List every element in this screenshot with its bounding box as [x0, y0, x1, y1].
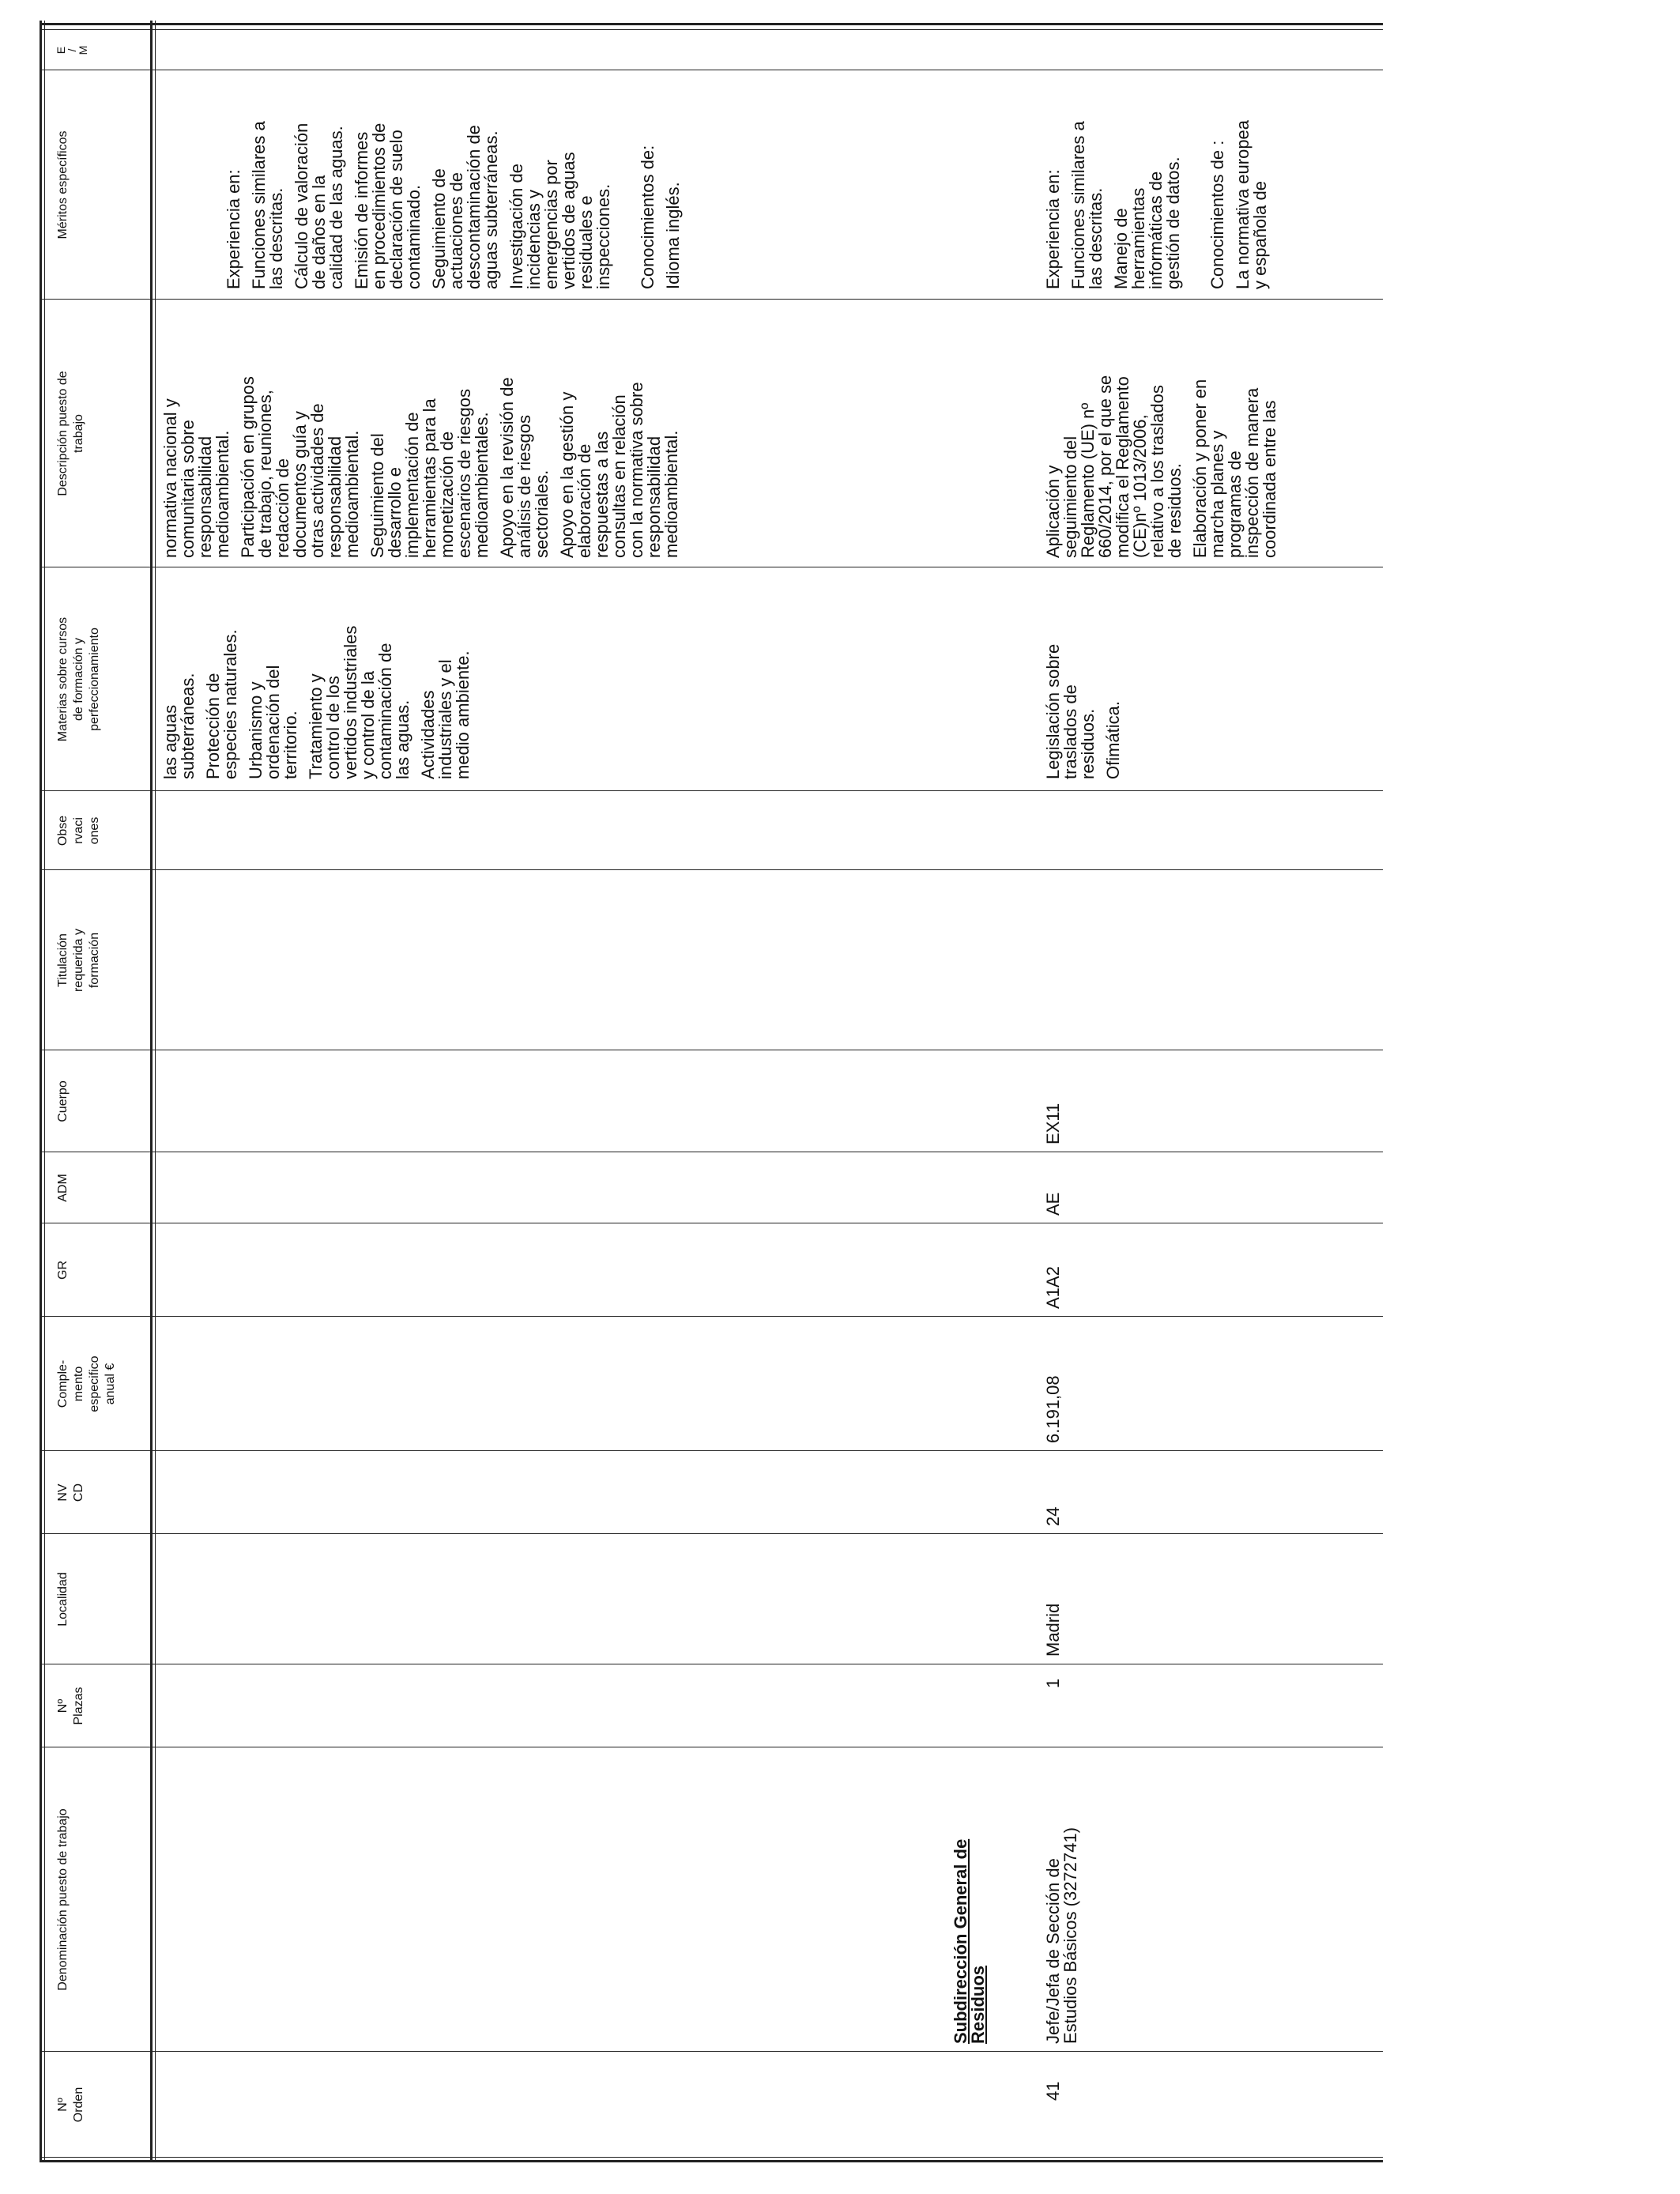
descripcion-item: Elaboración y poner en marcha planes y programas de inspección de manera coordinada entre las — [1190, 379, 1279, 558]
meritos-item: La normativa europea y española de — [1233, 119, 1270, 289]
materias-item: Legislación sobre traslados de residuos. — [1043, 643, 1098, 779]
table-top-border-inner — [44, 21, 45, 2162]
descripcion-item: normativa nacional y comunitaria sobre responsabilidad medioambiental. — [160, 398, 232, 558]
materias-item: las aguas subterráneas. — [160, 673, 198, 779]
header-materias: Materias sobre cursos de formación y perfeccionamiento — [56, 616, 101, 742]
row41-nivel: 24 — [1043, 1506, 1063, 1526]
materias-item: Urbanismo y ordenación del territorio. — [246, 665, 300, 779]
meritos-heading: Conocimientos de: — [638, 145, 657, 289]
meritos-item: Funciones similares a las descritas. — [249, 121, 286, 289]
meritos-heading: Experiencia en: — [1043, 169, 1063, 289]
header-adm: ADM — [56, 1174, 70, 1202]
col-sep-10 — [40, 869, 1383, 870]
header-localidad: Localidad — [56, 1572, 70, 1627]
meritos-item: Investigación de incidencias y emergencias por vertidos de aguas residuales e inspecciones. — [507, 152, 613, 289]
table-top-border — [40, 21, 42, 2162]
header-complemento: Comple- mento especifico anual € — [56, 1355, 117, 1412]
row41-meritos — [1045, 120, 1277, 289]
header-em: E / M — [55, 45, 89, 55]
table-left-border-inner — [40, 2157, 1383, 2158]
row41-adm: AE — [1043, 1192, 1063, 1216]
col-sep-4 — [40, 1533, 1383, 1534]
descripcion-item: Apoyo en la revisión de análisis de riesgos sectoriales. — [497, 377, 552, 558]
row41-cuerpo: EX11 — [1043, 1103, 1063, 1144]
table-right-border-inner — [40, 29, 1383, 30]
table-right-border — [40, 23, 1383, 25]
row41-descripcion — [1045, 375, 1286, 558]
col-sep-13 — [40, 299, 1383, 300]
header-cuerpo: Cuerpo — [56, 1080, 70, 1122]
continuation-meritos — [225, 121, 690, 289]
meritos-heading: Conocimientos de : — [1207, 140, 1227, 289]
row41-localidad: Madrid — [1043, 1603, 1063, 1657]
descripcion-item: Participación en grupos de trabajo, reuniones, redacción de documentos guía y otras actividades de responsabilidad medioambiental. — [238, 376, 362, 558]
header-nivel: NV CD — [56, 1483, 85, 1502]
header-meritos: Méritos específicos — [56, 130, 70, 239]
materias-item: Actividades industriales y el medio ambiente. — [418, 650, 473, 779]
col-sep-11 — [40, 790, 1383, 791]
col-sep-1 — [40, 2051, 1383, 2052]
meritos-item: Seguimiento de actuaciones de descontaminación de aguas subterráneas. — [429, 125, 501, 289]
descripcion-item: Apoyo en la gestión y elaboración de respuestas a las consultas en relación con la normativa sobre responsabilidad medioambiental. — [557, 382, 681, 558]
meritos-item: Idioma inglés. — [663, 182, 683, 289]
continuation-descripcion — [162, 376, 688, 558]
row41-plazas: 1 — [1043, 1678, 1063, 1688]
row41-grupo: A1A2 — [1043, 1266, 1063, 1309]
row41-complemento: 6.191,08 — [1043, 1375, 1063, 1443]
row41-materias — [1045, 644, 1130, 779]
header-descripcion: Descripción puesto de trabajo — [56, 371, 85, 496]
materias-item: Tratamiento y control de los vertidos industriales y control de la contaminación de las aguas. — [306, 625, 412, 779]
row41-orden: 41 — [1043, 2081, 1063, 2101]
descripcion-item: Aplicación y seguimiento del Reglamento (UE) nº 660/2014, por el que se modifica el Reglamento (CE)nº 1013/2006, relativo a los traslados de residuos. — [1043, 375, 1185, 558]
continuation-materias — [162, 626, 480, 779]
col-sep-6 — [40, 1316, 1383, 1317]
header-observaciones: Obse rvaci ones — [56, 815, 101, 846]
header-titulacion: Titulación requerida y formación — [56, 928, 101, 993]
meritos-item: Cálculo de valoración de daños en la calidad de las aguas. — [292, 123, 346, 289]
header-grupo: GR — [56, 1261, 70, 1280]
meritos-item: Manejo de herramientas informáticas de gestión de datos. — [1111, 156, 1183, 289]
materias-item: Ofimática. — [1103, 700, 1123, 779]
meritos-item: Emisión de informes en procedimientos de declaración de suelo contaminado. — [352, 123, 424, 289]
header-plazas: Nº Plazas — [56, 1687, 85, 1725]
section-title: Subdirección General de Residuos — [951, 1838, 988, 2044]
col-sep-5 — [40, 1450, 1383, 1451]
descripcion-item: Seguimiento del desarrollo e implementación de herramientas para la monetización de escenarios de riesgos medioambientales. — [367, 388, 492, 558]
table-left-border — [40, 2160, 1383, 2162]
header-denominacion: Denominación puesto de trabajo — [56, 1808, 70, 1991]
row41-denominacion: Jefe/Jefa de Sección de Estudios Básicos (3272741) — [1043, 1827, 1080, 2044]
header-orden: Nº Orden — [56, 2087, 85, 2123]
meritos-item: Funciones similares a las descritas. — [1068, 121, 1106, 289]
meritos-heading: Experiencia en: — [224, 169, 243, 289]
materias-item: Protección de especies naturales. — [203, 629, 240, 779]
